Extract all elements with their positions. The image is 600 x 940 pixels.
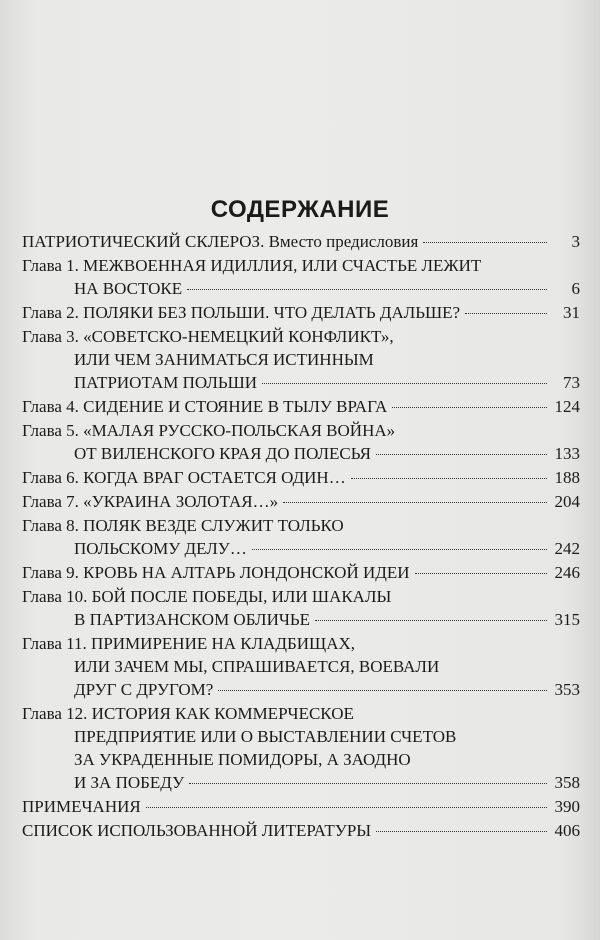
dot-leader (218, 690, 547, 691)
toc-entry-line: Глава 3. «СОВЕТСКО-НЕМЕЦКИЙ КОНФЛИКТ», (22, 327, 394, 346)
toc-entry-last-line (22, 277, 580, 300)
toc-entry-line: Глава 9. КРОВЬ НА АЛТАРЬ ЛОНДОНСКОЙ ИДЕИ (22, 563, 410, 582)
dot-leader (376, 831, 547, 832)
toc-entry-line: ИЛИ ЧЕМ ЗАНИМАТЬСЯ ИСТИННЫМ (74, 350, 374, 369)
toc-page-number: 133 (554, 444, 580, 463)
dot-leader (351, 478, 547, 479)
toc-entry-line: ИЛИ ЗАЧЕМ МЫ, СПРАШИВАЕТСЯ, ВОЕВАЛИ (74, 657, 440, 676)
toc-entry-last-line (22, 819, 580, 842)
toc-entry-last-line (22, 442, 580, 465)
toc-entry (22, 514, 580, 560)
toc-entry-line: ПРИМЕЧАНИЯ (22, 797, 141, 816)
toc-page-number: 353 (554, 680, 580, 699)
toc-entry-last-line (22, 490, 580, 513)
toc-entry-last-line (22, 230, 580, 253)
toc-page-number: 124 (554, 397, 580, 416)
dot-leader (283, 502, 547, 503)
toc-entry-line: И ЗА ПОБЕДУ (74, 773, 185, 792)
toc-entry-line: ДРУГ С ДРУГОМ? (74, 680, 214, 699)
toc-page-number: 242 (554, 539, 580, 558)
toc-entry-last-line (22, 795, 580, 818)
toc-entry-line: НА ВОСТОКЕ (74, 279, 183, 298)
toc-entry (22, 561, 580, 584)
toc-entry (22, 632, 580, 701)
dot-leader (376, 454, 547, 455)
toc-entry-line: ЗА УКРАДЕННЫЕ ПОМИДОРЫ, А ЗАОДНО (74, 750, 411, 769)
table-of-contents (22, 230, 580, 843)
toc-entry-line: Глава 7. «УКРАИНА ЗОЛОТАЯ…» (22, 492, 279, 511)
toc-entry-last-line (22, 537, 580, 560)
toc-entry-line: Глава 2. ПОЛЯКИ БЕЗ ПОЛЬШИ. ЧТО ДЕЛАТЬ ДАЛЬШЕ? (22, 303, 461, 322)
toc-entry (22, 585, 580, 631)
toc-page-number: 406 (554, 821, 580, 840)
dot-leader (315, 620, 547, 621)
toc-entry-line: Глава 10. БОЙ ПОСЛЕ ПОБЕДЫ, ИЛИ ШАКАЛЫ (22, 587, 392, 606)
toc-page-number: 390 (554, 797, 580, 816)
toc-entry (22, 466, 580, 489)
toc-entry-last-line (22, 395, 580, 418)
toc-entry-line: ОТ ВИЛЕНСКОГО КРАЯ ДО ПОЛЕСЬЯ (74, 444, 371, 463)
dot-leader (392, 407, 547, 408)
toc-entry-line: Глава 11. ПРИМИРЕНИЕ НА КЛАДБИЩАХ, (22, 634, 356, 653)
toc-entry (22, 419, 580, 465)
toc-entry-last-line (22, 371, 580, 394)
toc-entry (22, 702, 580, 794)
toc-entry (22, 301, 580, 324)
toc-entry (22, 819, 580, 842)
toc-page-number: 73 (563, 373, 580, 392)
dot-leader (465, 313, 547, 314)
toc-entry-line: ПАТРИОТИЧЕСКИЙ СКЛЕРОЗ. Вместо предисловия (22, 232, 419, 251)
toc-entry-last-line (22, 771, 580, 794)
toc-entry-line: В ПАРТИЗАНСКОМ ОБЛИЧЬЕ (74, 610, 311, 629)
page-title: СОДЕРЖАНИЕ (210, 196, 390, 223)
toc-page-number: 204 (554, 492, 580, 511)
toc-page-number: 246 (554, 563, 580, 582)
toc-entry-line: ПОЛЬСКОМУ ДЕЛУ… (74, 539, 247, 558)
toc-page-number: 315 (554, 610, 580, 629)
toc-entry-line: ПАТРИОТАМ ПОЛЬШИ (74, 373, 258, 392)
toc-entry-line: СПИСОК ИСПОЛЬЗОВАННОЙ ЛИТЕРАТУРЫ (22, 821, 372, 840)
toc-entry-line: ПРЕДПРИЯТИЕ ИЛИ О ВЫСТАВЛЕНИИ СЧЕТОВ (74, 727, 457, 746)
toc-entry-line: Глава 5. «МАЛАЯ РУССКО-ПОЛЬСКАЯ ВОЙНА» (22, 421, 396, 440)
toc-entry (22, 230, 580, 253)
toc-entry-line: Глава 8. ПОЛЯК ВЕЗДЕ СЛУЖИТ ТОЛЬКО (22, 516, 344, 535)
dot-leader (262, 383, 547, 384)
toc-entry (22, 795, 580, 818)
dot-leader (415, 573, 547, 574)
toc-entry (22, 395, 580, 418)
toc-entry-last-line (22, 678, 580, 701)
dot-leader (423, 242, 547, 243)
toc-page-number: 188 (554, 468, 580, 487)
toc-entry (22, 325, 580, 394)
toc-entry-line: Глава 12. ИСТОРИЯ КАК КОММЕРЧЕСКОЕ (22, 704, 354, 723)
toc-entry-last-line (22, 466, 580, 489)
toc-page-number: 3 (571, 232, 580, 251)
dot-leader (252, 549, 547, 550)
toc-entry-line: Глава 1. МЕЖВОЕННАЯ ИДИЛЛИЯ, ИЛИ СЧАСТЬЕ ЛЕЖИТ (22, 256, 482, 275)
dot-leader (189, 783, 547, 784)
toc-page-number: 358 (554, 773, 580, 792)
dot-leader (187, 289, 547, 290)
toc-entry (22, 490, 580, 513)
toc-page-number: 6 (571, 279, 580, 298)
toc-entry-line: Глава 4. СИДЕНИЕ И СТОЯНИЕ В ТЫЛУ ВРАГА (22, 397, 388, 416)
toc-entry-last-line (22, 608, 580, 631)
toc-entry-line: Глава 6. КОГДА ВРАГ ОСТАЕТСЯ ОДИН… (22, 468, 346, 487)
toc-entry (22, 254, 580, 300)
toc-entry-last-line (22, 301, 580, 324)
dot-leader (146, 807, 547, 808)
toc-page-number: 31 (563, 303, 580, 322)
toc-entry-last-line (22, 561, 580, 584)
